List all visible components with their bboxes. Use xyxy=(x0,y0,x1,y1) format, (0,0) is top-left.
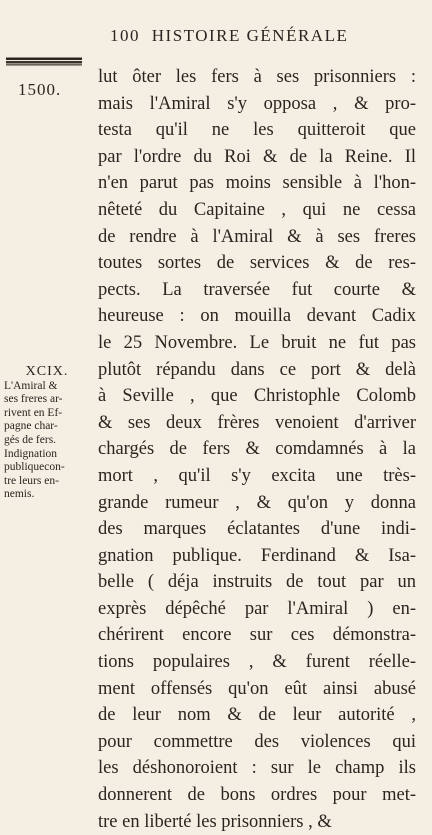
margin-year: 1500. xyxy=(18,80,62,99)
text-line: testa qu'il ne les quitteroit que xyxy=(98,120,416,141)
running-header xyxy=(110,26,410,46)
text-line: lut ôter les fers à ses prisonniers : xyxy=(98,67,416,87)
text-line: tions populaires , & furent réelle- xyxy=(98,652,416,673)
marginal-note-line: L'Amiral & xyxy=(4,379,58,392)
text-line: exprès dépêché par l'Amiral ) en- xyxy=(98,598,416,619)
text-line: gnation publique. Ferdinand & Isa- xyxy=(98,545,416,566)
text-line: par l'ordre du Roi & de la Reine. Il xyxy=(98,146,416,167)
text-line: des marques éclatantes d'une indi- xyxy=(98,519,416,540)
text-line: toutes sortes de services & de res- xyxy=(98,253,416,274)
text-line: chargés de fers & comdamnés à la xyxy=(98,439,416,460)
page-number: 100 xyxy=(110,26,140,45)
text-line: chérirent encore sur ces démonstra- xyxy=(98,625,416,646)
running-title: HISTOIRE GÉNÉRALE xyxy=(151,26,349,45)
marginal-note-line: Indignation xyxy=(4,447,58,460)
printer-ornament xyxy=(6,57,82,66)
text-line: belle ( déja instruits de tout par un xyxy=(98,572,416,593)
text-line: grande rumeur , & qu'on y donna xyxy=(98,492,416,513)
text-line: ment offensés qu'on eût ainsi abusé xyxy=(98,678,416,699)
text-line: mais l'Amiral s'y opposa , & pro- xyxy=(98,93,416,114)
marginal-note-number: XCIX. xyxy=(25,364,69,379)
text-line: & ses deux frères venoient d'arriver xyxy=(98,412,416,433)
text-line: n'en parut pas moins sensible à l'hon- xyxy=(98,173,416,194)
marginal-note xyxy=(4,365,90,502)
text-line: de rendre à l'Amiral & à ses freres xyxy=(98,226,416,247)
text-line: les déshonoroient : sur le champ ils xyxy=(98,758,416,779)
marginal-note-line: tre leurs en- xyxy=(4,474,59,487)
text-line: heureuse : on mouilla devant Cadix xyxy=(98,306,416,327)
marginal-note-line: nemis. xyxy=(4,488,35,501)
text-line: le 25 Novembre. Le bruit ne fut pas xyxy=(98,332,416,353)
body-text xyxy=(98,64,416,835)
text-line: nêteté du Capitaine , qui ne cessa xyxy=(98,199,416,220)
text-line: à Seville , que Christophle Colomb xyxy=(98,386,416,407)
marginal-note-line: rivent en Ef- xyxy=(4,406,63,419)
text-line: donnerent de bons ordres pour met- xyxy=(98,785,416,806)
marginal-note-line: publiquecon- xyxy=(4,461,65,474)
text-line: de leur nom & de leur autorité , xyxy=(98,705,416,726)
text-line: tre en liberté les prisonniers , & xyxy=(98,811,332,832)
marginal-note-line: ses freres ar- xyxy=(4,393,63,406)
text-line: plutôt répandu dans ce port & delà xyxy=(98,359,416,380)
marginal-note-line: pagne char- xyxy=(4,420,58,433)
text-line: pects. La traversée fut courte & xyxy=(98,279,416,300)
text-line: mort , qu'il s'y excita une très- xyxy=(98,465,416,486)
text-line: pour commettre des violences qui xyxy=(98,731,416,752)
marginal-note-line: gés de fers. xyxy=(4,433,57,446)
